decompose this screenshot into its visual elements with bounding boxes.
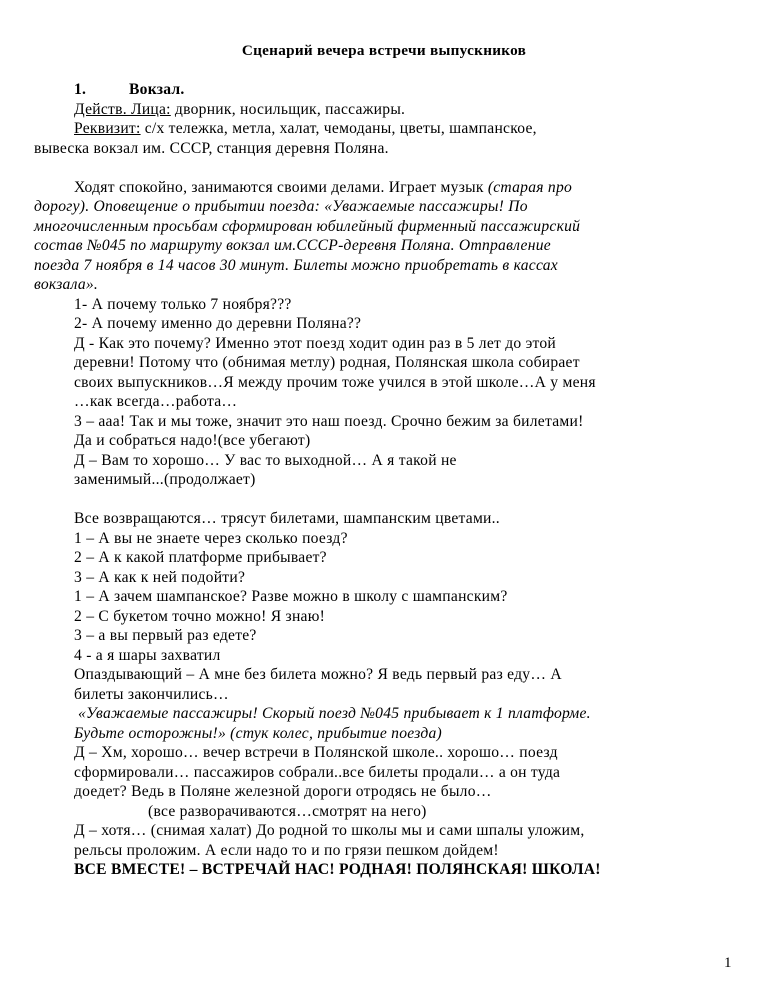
- dialogue-line: 2 – А к какой платформе прибывает?: [74, 549, 327, 566]
- dialogue-line: доедет? Ведь в Поляне железной дороги отродясь не было…: [74, 783, 492, 800]
- cast-line: [34, 100, 746, 120]
- final-line: ВСЕ ВМЕСТЕ! – ВСТРЕЧАЙ НАС! РОДНАЯ! ПОЛЯНСКАЯ! ШКОЛА!: [74, 861, 601, 878]
- section-title: Вокзал.: [129, 81, 185, 98]
- dialogue-line: Д – Вам то хорошо… У вас то выходной… А я такой не: [74, 451, 457, 469]
- intro-line-4: состав №045 по маршруту вокзал им.СССР-деревня Поляна. Отправление: [34, 237, 551, 254]
- dialogue-line: сформировали… пассажиров собрали..все билеты продали… а он туда: [74, 763, 561, 781]
- dialogue-line: Все возвращаются… трясут билетами, шампанским цветами..: [74, 510, 500, 527]
- intro-line-3: многочисленным просьбам сформирован юбилейный фирменный пассажирский: [34, 217, 581, 235]
- page-number: 1: [724, 955, 732, 971]
- dialogue-line: рельсы проложим. А если надо то и по грязи пешком дойдем!: [74, 841, 499, 859]
- dialogue-line: Д – Хм, хорошо… вечер встречи в Полянской школе.. хорошо… поезд: [74, 744, 558, 761]
- dialogue-line: 2 – С букетом точно можно! Я знаю!: [74, 607, 326, 625]
- intro-line-1: [34, 178, 746, 198]
- document-body: [34, 80, 746, 880]
- dialogue-line: 2- А почему именно до деревни Поляна??: [74, 315, 362, 332]
- dialogue-line: 3 – а вы первый раз едете?: [74, 627, 257, 644]
- dialogue-line: заменимый...(продолжает): [74, 471, 256, 488]
- dialogue-line: Опаздывающий – А мне без билета можно? Я ведь первый раз еду… А: [74, 666, 562, 683]
- props-line: [34, 119, 746, 139]
- props-label: Реквизит:: [74, 120, 141, 137]
- dialogue-line: 1 – А зачем шампанское? Разве можно в школу с шампанским?: [74, 588, 508, 605]
- dialogue-line: 3 – А как к ней подойти?: [74, 568, 246, 586]
- dialogue-line: 3 – ааа! Так и мы тоже, значит это наш поезд. Срочно бежим за билетами!: [74, 412, 584, 430]
- dialogue-line: своих выпускников…Я между прочим тоже учился в этой школе…А у меня: [74, 373, 596, 391]
- dialogue-line: Да и собраться надо!(все убегают): [74, 432, 311, 449]
- dialogue-line: Д - Как это почему? Именно этот поезд ходит один раз в 5 лет до этой: [74, 334, 557, 352]
- intro-line-5: поезда 7 ноября в 14 часов 30 минут. Билеты можно приобретать в кассах: [34, 256, 558, 274]
- dialogue-line: 4 - а я шары захватил: [74, 646, 221, 664]
- dialogue-line: Д – хотя… (снимая халат) До родной то школы мы и сами шпалы уложим,: [74, 822, 585, 839]
- dialogue-line: билеты закончились…: [74, 685, 229, 703]
- announcement-line: «Уважаемые пассажиры! Скорый поезд №045 прибывает к 1 платформе.: [78, 705, 591, 722]
- props-text: с/х тележка, метла, халат, чемоданы, цветы, шампанское,: [140, 120, 537, 137]
- cast-text: дворник, носильщик, пассажиры.: [170, 100, 406, 118]
- dialogue-line: деревни! Потому что (обнимая метлу) родная, Полянская школа собирает: [74, 354, 580, 371]
- dialogue-line: …как всегда…работа…: [74, 393, 238, 410]
- stage-direction: (все разворачиваются…смотрят на него): [148, 802, 427, 820]
- cast-label: Действ. Лица:: [74, 100, 171, 118]
- intro-italic: (старая про: [487, 178, 573, 196]
- dialogue-line: 1- А почему только 7 ноября???: [74, 295, 292, 313]
- intro-line-6: вокзала».: [34, 276, 99, 293]
- section-number: 1.: [74, 81, 87, 98]
- props-line-2: вывеска вокзал им. СССР, станция деревня Поляна.: [34, 139, 389, 157]
- intro-text: Ходят спокойно, занимаются своими делами. Играет музык: [74, 178, 488, 196]
- intro-line-2: дорогу). Оповещение о прибытии поезда: «Уважаемые пассажиры! По: [34, 198, 528, 215]
- announcement-line: Будьте осторожны!» (стук колес, прибытие поезда): [74, 724, 442, 742]
- section-heading: [34, 80, 746, 100]
- document-title: Сценарий вечера встречи выпускников: [241, 42, 527, 59]
- dialogue-line: 1 – А вы не знаете через сколько поезд?: [74, 529, 348, 547]
